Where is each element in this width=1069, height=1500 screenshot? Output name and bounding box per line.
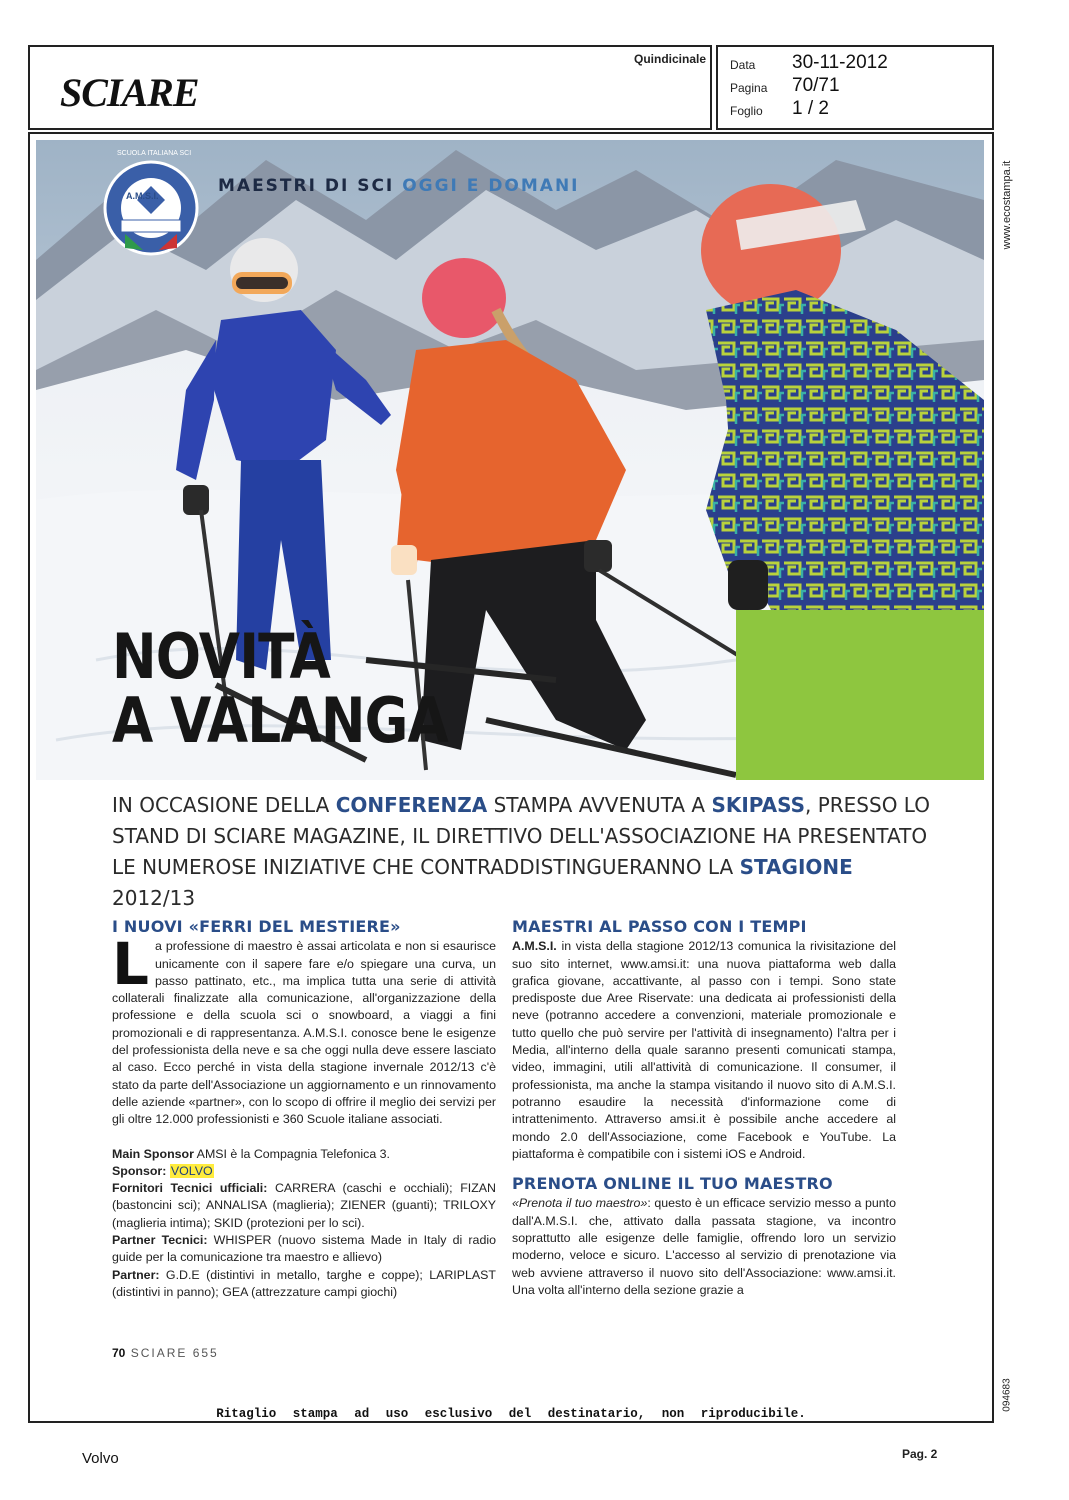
paragraph-text: : questo è un efficace servizio messo a punto dall'A.M.S.I. che, attivato dalla passata stagione, va incontro soprattutto alle esigenze delle famiglie, offrendo loro un servizio moderno, veloce e sicuro. L'accesso al servizio di prenotazione via web avviene attraverso il nuovo sito dell'Associazione: www.amsi.it. Una volta all'interno della sezione grazie a <box>512 1196 896 1297</box>
sponsor-text: WHISPER (nuovo sistema Made in Italy di radio guide per la comunicazione tra maestro e allievo) <box>112 1233 496 1265</box>
badge-ring-text: SCUOLA ITALIANA SCI <box>117 150 192 157</box>
sponsor-line <box>112 1267 496 1302</box>
highlighted-volvo: VOLVO <box>170 1163 213 1178</box>
kicker-part-1: MAESTRI DI SCI <box>218 176 403 196</box>
article-deck <box>112 790 932 914</box>
sponsor-label: Partner Tecnici: <box>112 1233 208 1248</box>
column-left <box>112 918 496 1301</box>
meta-value: 70/71 <box>792 75 840 96</box>
page-folio <box>112 1346 219 1360</box>
sponsor-text: G.D.E (distintivi in metallo, targhe e coppe); LARIPLAST (distintivi in panno); GEA (attrezzature campi giochi) <box>112 1267 496 1299</box>
lead-word: A.M.S.I. <box>512 939 557 954</box>
column-right <box>512 918 896 1299</box>
section-heading: PRENOTA ONLINE IL TUO MAESTRO <box>512 1174 833 1194</box>
periodicity-label: Quindicinale <box>633 52 706 66</box>
deck-text: 2012/13 <box>112 886 196 910</box>
section-kicker <box>218 176 580 196</box>
clipping-disclaimer: Ritaglio stampa ad uso esclusivo del destinatario, non riproducibile. <box>216 1407 806 1421</box>
body-paragraph <box>512 938 896 1163</box>
folio-number: 70 <box>112 1346 126 1360</box>
sponsor-label: Fornitori Tecnici ufficiali: <box>112 1181 268 1196</box>
meta-row-page <box>730 75 990 97</box>
sponsor-line <box>112 1180 496 1232</box>
drop-cap: L <box>112 930 149 999</box>
deck-text: STAMPA AVVENUTA A <box>487 793 712 817</box>
meta-row-sheet <box>730 98 990 120</box>
deck-bold: SKIPASS <box>711 793 805 817</box>
sponsor-label: Partner: <box>112 1267 160 1282</box>
sponsor-line <box>112 1146 496 1163</box>
deck-text: , PRESSO LO STAND DI SCIARE MAGAZINE, IL DIRETTIVO DELL'ASSOCIAZIONE HA PRESENTATO LE NUMEROSE INIZIATIVE CHE CONTRADDISTINGUERANNO LA <box>112 793 930 879</box>
paragraph-text: a professione di maestro è assai articolata e non si esaurisce unicamente con il sapere fare e/o spiegare una curva, un passo pattinato, etc., ma implica tutta una serie di attività collaterali finalizzate alla comunicazione, all'organizzazione della professione e della scuola sci o snowboard, a viaggi a fini promozionali e di rappresentanza. A.M.S.I. conosce bene le esigenze del professionista della neve e sa che oggi nulla deve essere lasciato al caso. Ecco perché in vista della stagione invernale 2012/13 c'è stato da parte dell'Associazione un aggiornamento e un rinnovamento delle aziende «partner», con lo scopo di offrire il meglio dei servizi per gli oltre 12.000 professionisti e 360 Scuole italiane associati. <box>112 939 496 1127</box>
deck-bold: CONFERENZA <box>335 793 488 817</box>
sponsor-line <box>112 1232 496 1267</box>
side-url <box>1000 150 1014 260</box>
client-name: Volvo <box>82 1450 119 1467</box>
meta-value: 1 / 2 <box>792 98 829 119</box>
section-heading: MAESTRI AL PASSO CON I TEMPI <box>512 917 807 936</box>
masthead-box <box>28 45 712 130</box>
side-code <box>1000 1365 1014 1425</box>
amsi-badge <box>105 162 197 254</box>
article-headline <box>112 620 448 757</box>
headline-line-1: NOVITÀ <box>112 620 330 693</box>
sponsor-text: CARRERA (caschi e occhiali); FIZAN (bastoncini sci); ANNALISA (maglieria); ZIENER (guanti); TRILOXY (maglieria intima); SKID (protezioni per lo sci). <box>112 1181 497 1230</box>
clipping-code: 094683 <box>1001 1378 1013 1412</box>
body-paragraph <box>112 930 496 1128</box>
ecostampa-url: www.ecostampa.it <box>1001 160 1013 250</box>
page-number: Pag. 2 <box>902 1447 938 1461</box>
kicker-part-2: OGGI E DOMANI <box>402 176 580 196</box>
sponsor-line <box>112 1163 496 1180</box>
meta-label: Data <box>730 58 756 72</box>
badge-abbr: A.M.S.I. <box>126 191 159 201</box>
sponsor-label: Sponsor: <box>112 1163 167 1178</box>
deck-text: IN OCCASIONE DELLA <box>112 793 336 817</box>
paragraph-text: in vista della stagione 2012/13 comunica la rivisitazione del suo sito internet, www.amsi.it: una nuova piattaforma web dalla grafica giovane, accattivante, al passo con i tempi. Sono state predisposte due Aree Riservate: una dedicata ai professionisti della neve (potranno accedere a convenzioni, materiale promozionale e tutto quello che può servire per l'attività di insegnamento) l'altra per i Media, all'interno della quale saranno presenti comunicati stampa, video, immagini, utili all'attività di comunicazione. Il consumer, il professionista, ma anche la stampa visitando il nuovo sito di A.M.S.I. potranno esaudire la necessità d'informazione come di intrattenimento. Attraverso amsi.it è possibile anche accedere al mondo 2.0 dell'Associazione, come Facebook e YouTube. La piattaforma è compatibile con i sistemi iOS e Android. <box>512 939 896 1161</box>
meta-row-date <box>730 52 990 74</box>
sponsor-text: AMSI è la Compagnia Telefonica 3. <box>193 1146 390 1161</box>
meta-box <box>716 45 994 130</box>
meta-label: Pagina <box>730 81 768 95</box>
headline-line-2: A VALANGA <box>112 684 448 757</box>
deck-bold: STAGIONE <box>739 855 853 879</box>
sponsor-label: Main Sponsor <box>112 1146 194 1161</box>
sciare-logo: SCIARE <box>60 70 199 115</box>
service-name: «Prenota il tuo maestro» <box>512 1196 648 1211</box>
meta-label: Foglio <box>730 104 763 118</box>
body-paragraph <box>512 1195 896 1299</box>
meta-value: 30-11-2012 <box>792 52 888 73</box>
folio-text: SCIARE 655 <box>125 1346 219 1360</box>
section-heading: I NUOVI «FERRI DEL MESTIERE» <box>112 917 401 936</box>
